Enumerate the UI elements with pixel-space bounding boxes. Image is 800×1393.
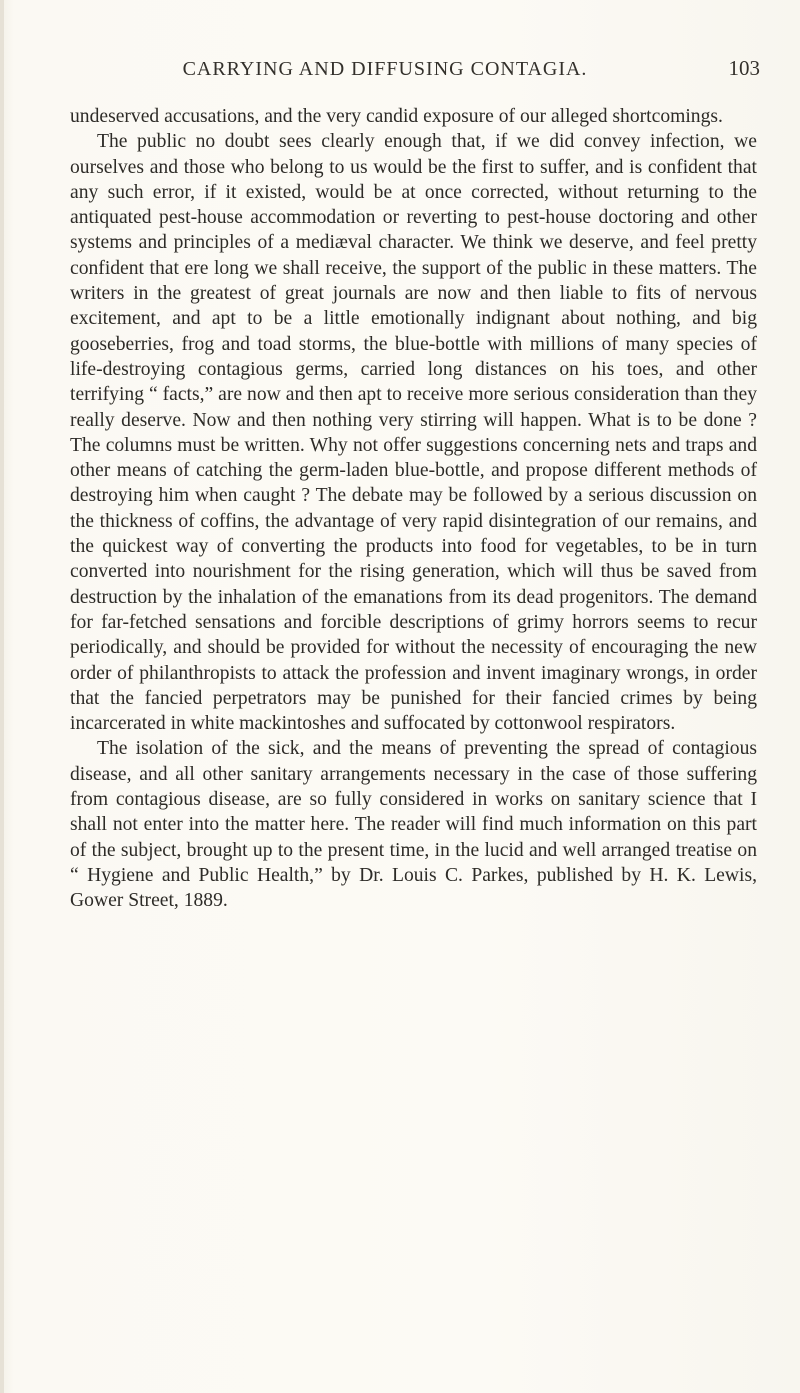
- paragraph: The public no doubt sees clearly enough that, if we did convey infection, we ourselves and those who belong to us would be the first to suffer, and is confident that any such error, if it existed, would be at once corrected, without returning to the antiquated pest-house accommodation or reverting to pest-house doctoring and other systems and principles of a mediæval character. We think we deserve, and feel pretty confident that ere long we shall receive, the support of the public in these matters. The writers in the greatest of great journals are now and then liable to fits of nervous excitement, and apt to be a little emotionally indignant about nothing, and big gooseberries, frog and toad storms, the blue-bottle with millions of many species of life-destroying contagious germs, carried long distances on his toes, and other terrifying “ facts,” are now and then apt to receive more serious consideration than they really deserve. Now and then nothing very stirring will happen. What is to be done ? The columns must be written. Why not offer suggestions concerning nets and traps and other means of catching the germ-laden blue-bottle, and propose different methods of destroying him when caught ? The debate may be followed by a serious discussion on the thickness of coffins, the advantage of very rapid disintegration of our remains, and the quickest way of converting the products into food for vegetables, to be in turn converted into nourishment for the rising generation, which will thus be saved from destruction by the inhalation of the emanations from its dead progenitors. The demand for far-fetched sensations and forcible descriptions of grimy horrors seems to recur periodically, and should be provided for without the necessity of encouraging the new order of philanthropists to attack the profession and invent imaginary wrongs, in order that the fancied perpetrators may be punished for their fancied crimes by being incarcerated in white mackintoshes and suffocated by cottonwool respirators.: [70, 131, 757, 735]
- paragraph: The isolation of the sick, and the means of preventing the spread of contagious disease, and all other sanitary arrangements necessary in the case of those suffering from contagious disease, are so fully considered in works on sanitary science that I shall not enter into the matter here. The reader will find much information on this part of the subject, brought up to the present time, in the lucid and well arranged treatise on “ Hygiene and Public Health,” by Dr. Louis C. Parkes, published by H. K. Lewis, Gower Street, 1889.: [70, 738, 757, 912]
- page-edge: [0, 0, 4, 1393]
- body-text: [70, 104, 757, 914]
- paragraph-continued: undeserved accusations, and the very candid exposure of our alleged shortcomings.: [70, 106, 723, 127]
- running-head: CARRYING AND DIFFUSING CONTAGIA.: [182, 58, 588, 80]
- page-number: 103: [728, 56, 760, 80]
